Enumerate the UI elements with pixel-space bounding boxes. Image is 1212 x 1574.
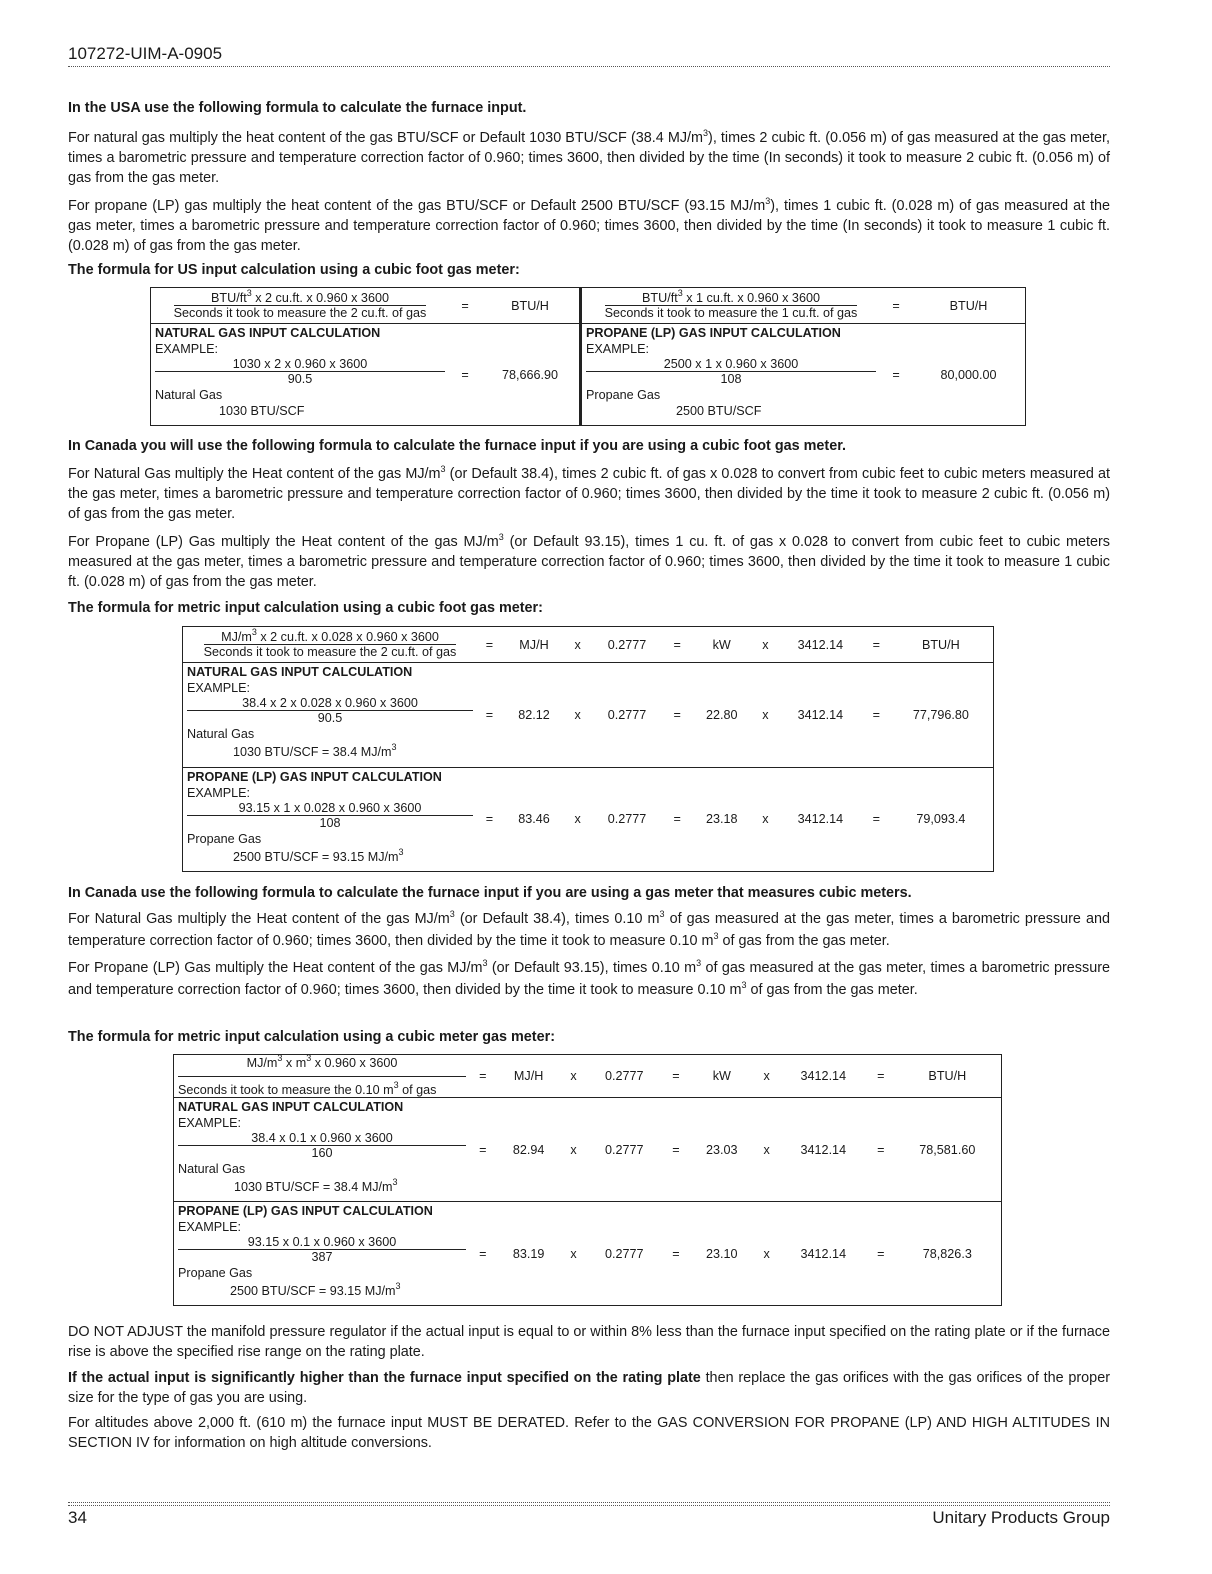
- canada-cf-heading: In Canada you will use the following formula to calculate the furnace input if you are using a cubic foot gas meter.: [68, 438, 847, 454]
- cell-eq: =: [877, 1142, 885, 1157]
- cell-eq: =: [672, 1246, 680, 1261]
- cell-btuh: 78,581.60: [919, 1142, 976, 1157]
- cell-eq: =: [872, 707, 880, 722]
- cell-kw: 23.10: [706, 1246, 738, 1261]
- us-propane-formula: $\frac{BTU/ft^3 x 1 cu.ft. x 0.960 x 3600}{\text{Seconds it took to measure the 1 cu.ft. of gas}}$: [581, 288, 881, 324]
- metric-cf-natural-example: NATURAL GAS INPUT CALCULATION EXAMPLE: $\frac{38.4 x 2 x 0.028 x 0.960 x 3600}{90.5}$ Natural Gas 1030 BTU/SCF = 38.4 $MJ/m^3$: [183, 663, 478, 768]
- input-higher-paragraph: If the actual input is significantly higher than the furnace input specified on the rating plate then replace the gas orifices with the gas orifices of the proper size for the type of gas you are using.: [68, 1370, 1110, 1406]
- col-eq: =: [877, 1069, 885, 1083]
- us-propane-result: 80,000.00: [940, 367, 997, 382]
- cell-eq: =: [872, 812, 880, 827]
- footer-rule-2: [68, 1505, 1110, 1506]
- company-name: Unitary Products Group: [932, 1508, 1110, 1527]
- usa-propane-paragraph: For propane (LP) gas multiply the heat content of the gas BTU/SCF or Default 2500 BTU/SCF (93.15 $MJ/m^3$), times 1 cubic ft. (0.028 m) of gas measured at the gas meter, times a barometric pressure and temperature correction factor of 0.960; times 3600, then divided by the time (In seconds) it took to measure 1 cubic ft. (0.028 m) of gas from the gas meter.: [68, 196, 1111, 254]
- cell-factor: 0.2777: [605, 1246, 644, 1261]
- cell-eq: =: [479, 1142, 487, 1157]
- cell-eq: =: [673, 707, 681, 722]
- col-factor: 0.2777: [605, 1069, 644, 1083]
- us-natural-example: NATURAL GAS INPUT CALCULATION EXAMPLE: $\frac{1030 x 2 x 0.960 x 3600}{90.5}$ Natural Gas 1030 BTU/SCF: [151, 324, 450, 426]
- col-eq: =: [673, 637, 681, 652]
- equals-sign: =: [461, 367, 469, 382]
- col-conversion: 3412.14: [797, 637, 844, 652]
- usa-formula-heading: The formula for US input calculation using a cubic foot gas meter:: [68, 262, 520, 278]
- footer-rule: [68, 1502, 1110, 1503]
- cell-mjh: 82.94: [512, 1142, 545, 1157]
- cell-btuh: 77,796.80: [912, 707, 969, 722]
- cell-btuh: 78,826.3: [922, 1246, 972, 1261]
- usa-heading: In the USA use the following formula to calculate the furnace input.: [68, 100, 527, 116]
- equals-sign: =: [449, 288, 481, 324]
- equals-sign: =: [880, 288, 912, 324]
- cell-mjh: 83.46: [518, 812, 550, 827]
- cell-x: x: [574, 707, 581, 722]
- us-natural-formula: $\frac{BTU/ft^3 x 2 cu.ft. x 0.960 x 3600}{\text{Seconds it took to measure the 2 cu.ft. of gas}}$: [151, 288, 450, 324]
- us-natural-result: 78,666.90: [481, 324, 581, 426]
- col-factor: 0.2777: [607, 637, 647, 652]
- col-mjh: MJ/H: [519, 637, 549, 652]
- cell-factor: 0.2777: [605, 1142, 644, 1157]
- metric-cubic-foot-table: [182, 626, 994, 872]
- col-btuh: BTU/H: [921, 637, 960, 652]
- metric-cm-natural-example: NATURAL GAS INPUT CALCULATION EXAMPLE: $\frac{38.4 x 0.1 x 0.960 x 3600}{160}$ Natural Gas 1030 BTU/SCF = 38.4 $MJ/m^3$: [174, 1098, 471, 1202]
- cell-x: x: [762, 707, 769, 722]
- altitude-paragraph: For altitudes above 2,000 ft. (610 m) the furnace input MUST BE DERATED. Refer to the GAS CONVERSION FOR PROPANE (LP) AND HIGH ALTITUDES IN SECTION IV for information on high altitude conversions.: [68, 1415, 1110, 1451]
- cell-mjh: 82.12: [518, 707, 550, 722]
- col-kw: kW: [712, 637, 731, 652]
- col-eq: =: [485, 637, 494, 652]
- cell-eq: =: [485, 707, 494, 722]
- cell-conversion: 3412.14: [797, 707, 844, 722]
- cell-conversion: 3412.14: [800, 1142, 847, 1157]
- cell-x: x: [574, 812, 581, 827]
- do-not-adjust-paragraph: DO NOT ADJUST the manifold pressure regulator if the actual input is equal to or within 8% less than the furnace input specified on the rating plate or if the furnace rise is above the specified rise range on the rating plate.: [68, 1324, 1110, 1360]
- col-x: x: [574, 637, 581, 652]
- cell-kw: 23.18: [705, 812, 738, 827]
- cell-eq: =: [672, 1142, 680, 1157]
- cell-eq: =: [673, 812, 681, 827]
- cell-btuh: 79,093.4: [916, 812, 966, 827]
- us-formula-table: [150, 287, 1026, 426]
- us-natural-unit: BTU/H: [481, 288, 581, 324]
- cell-conversion: 3412.14: [800, 1246, 847, 1261]
- page-number: 34: [68, 1508, 87, 1527]
- canada-cf-formula-heading: The formula for metric input calculation using a cubic foot gas meter:: [68, 600, 543, 616]
- canada-cm-heading: In Canada use the following formula to calculate the furnace input if you are using a gas meter that measures cubic meters.: [68, 885, 912, 901]
- cell-eq: =: [479, 1246, 487, 1261]
- metric-cf-propane-example: PROPANE (LP) GAS INPUT CALCULATION EXAMPLE: $\frac{93.15 x 1 x 0.028 x 0.960 x 3600}{108}$ Propane Gas 2500 BTU/SCF = 93.15 $MJ/m^3$: [183, 767, 478, 872]
- cell-factor: 0.2777: [607, 812, 647, 827]
- canada-cm-propane-paragraph: For Propane (LP) Gas multiply the Heat content of the gas $MJ/m^3$ (or Default 93.15), times 0.10 $m^3$ of gas measured at the gas meter, times a barometric pressure and temperature correction factor of 0.960; times 3600, then divided by the time it took to measure 0.10 $m^3$ of gas from the gas meter.: [68, 958, 1110, 998]
- canada-cf-propane-paragraph: For Propane (LP) Gas multiply the Heat content of the gas $MJ/m^3$ (or Default 93.15), times 1 cu. ft. of gas x 0.028 to convert from cubic feet to cubic meters measured at the gas meter, times a barometric pressure and temperature correction factor of 0.960; times 3600, then divided by the time it took to measure 1 cubic ft. (0.028 m) of gas from the gas meter.: [68, 532, 1110, 590]
- col-eq: =: [872, 637, 880, 652]
- cell-conversion: 3412.14: [797, 812, 844, 827]
- cell-eq: =: [485, 812, 494, 827]
- usa-natural-paragraph: For natural gas multiply the heat content of the gas BTU/SCF or Default 1030 BTU/SCF (38.4 $MJ/m^3$), times 2 cubic ft. (0.056 m) of gas measured at the gas meter, times a barometric pressure and temperature correction factor of 0.960; times 3600, then divided by the time (In seconds) it took to measure 2 cubic ft. (0.056 m) of gas from the gas meter.: [68, 128, 1111, 186]
- col-btuh: BTU/H: [928, 1069, 967, 1083]
- equals-sign: =: [892, 367, 900, 382]
- cell-kw: 23.03: [706, 1142, 738, 1157]
- col-kw: kW: [712, 1069, 731, 1083]
- cell-x: x: [763, 1246, 770, 1261]
- cell-x: x: [763, 1142, 770, 1157]
- col-eq: =: [479, 1069, 487, 1083]
- metric-cm-formula: $\frac{MJ/m^3 x m^3 x 0.960 x 3600}{Seconds it took to measure the 0.10 m^3 of gas}$: [174, 1055, 471, 1098]
- cell-kw: 22.80: [705, 707, 738, 722]
- us-propane-example: PROPANE (LP) GAS INPUT CALCULATION EXAMPLE: $\frac{2500 x 1 x 0.960 x 3600}{108}$ Propane Gas 2500 BTU/SCF: [581, 324, 881, 426]
- canada-cm-formula-heading: The formula for metric input calculation using a cubic meter gas meter:: [68, 1029, 555, 1045]
- canada-cm-natural-paragraph: For Natural Gas multiply the Heat content of the gas $MJ/m^3$ (or Default 38.4), times 0.10 $m^3$ of gas measured at the gas meter, times a barometric pressure and temperature correction factor of 0.960; times 3600, then divided by the time it took to measure 0.10 $m^3$ of gas from the gas meter.: [68, 909, 1110, 949]
- col-mjh: MJ/H: [513, 1069, 544, 1083]
- metric-cubic-meter-table: [173, 1054, 1002, 1306]
- header-rule: [68, 66, 1110, 67]
- col-eq: =: [672, 1069, 680, 1083]
- cell-x: x: [570, 1142, 577, 1157]
- metric-cf-formula: $\frac{MJ/m^3 x 2 cu.ft. x 0.028 x 0.960 x 3600}{\text{Seconds it took to measure the 2 cu.ft. of gas}}$: [203, 627, 457, 659]
- col-x: x: [763, 1069, 770, 1083]
- cell-factor: 0.2777: [607, 707, 647, 722]
- col-conversion: 3412.14: [800, 1069, 847, 1083]
- metric-cm-propane-example: PROPANE (LP) GAS INPUT CALCULATION EXAMPLE: $\frac{93.15 x 0.1 x 0.960 x 3600}{387}$ Propane Gas 2500 BTU/SCF = 93.15 $MJ/m^3$: [174, 1202, 471, 1306]
- col-x: x: [762, 637, 769, 652]
- cell-x: x: [762, 812, 769, 827]
- document-id: 107272-UIM-A-0905: [68, 44, 223, 63]
- cell-eq: =: [877, 1246, 885, 1261]
- col-x: x: [570, 1069, 577, 1083]
- us-propane-unit: BTU/H: [912, 288, 1026, 324]
- cell-mjh: 83.19: [512, 1246, 545, 1261]
- canada-cf-natural-paragraph: For Natural Gas multiply the Heat content of the gas $MJ/m^3$ (or Default 38.4), times 2 cubic ft. of gas x 0.028 to convert from cubic feet to cubic meters measured at the gas meter, times a barometric pressure and temperature correction factor of 0.960; times 3600, then divided by the time it took to measure 2 cubic ft. (0.056 m) of gas from the gas meter.: [68, 464, 1110, 522]
- cell-x: x: [570, 1246, 577, 1261]
